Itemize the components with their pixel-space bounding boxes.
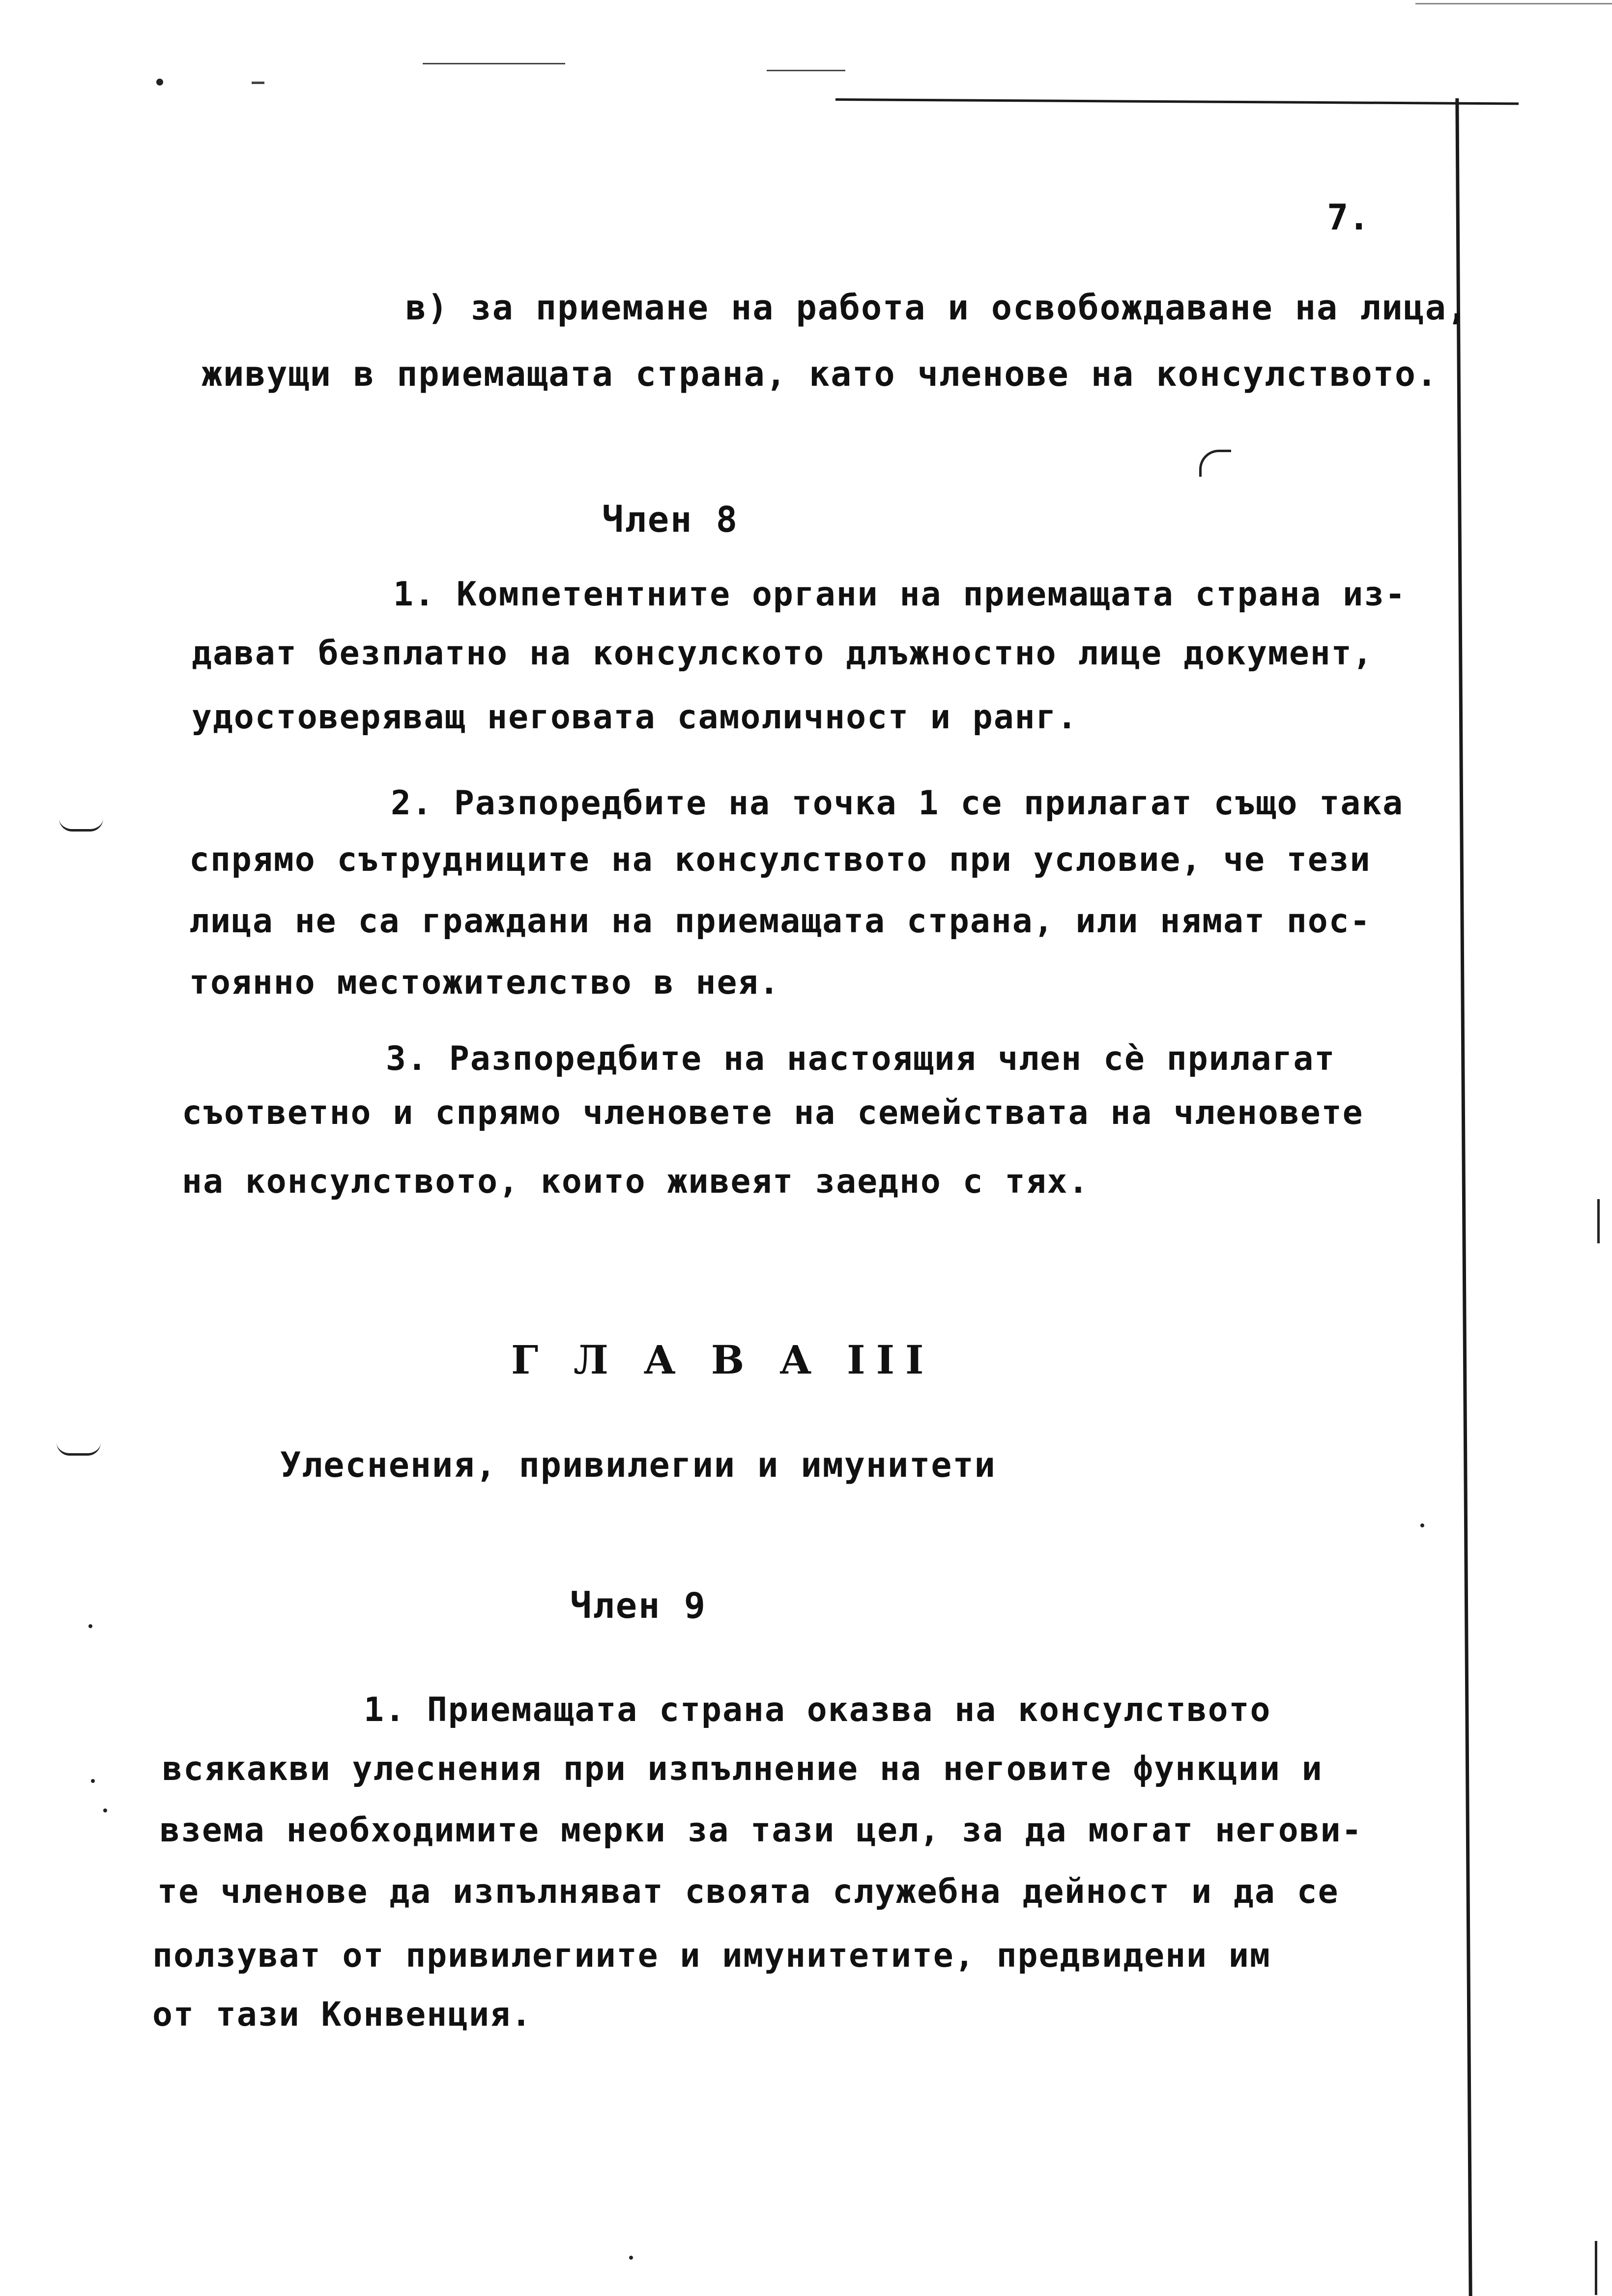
article-8-paragraph-line: удостоверяващ неговата самоличност и ранг.: [192, 698, 1078, 737]
intro-line: в) за приемане на работа и освобождаване на лица,: [405, 287, 1469, 328]
scan-artifact-line: [252, 82, 264, 84]
article-9-paragraph-line: 1. Приемащата страна оказва на консулството: [364, 1691, 1271, 1729]
scan-artifact-dot: [88, 1624, 92, 1628]
scan-artifact-dot: [629, 2256, 633, 2260]
article-8-paragraph-line: тоянно местожителство в нея.: [189, 963, 780, 1002]
article-9-paragraph-line: взема необходимите мерки за тази цел, за да могат негови-: [160, 1811, 1363, 1850]
article-8-paragraph-line: 1. Компетентните органи на приемащата страна из-: [393, 575, 1407, 614]
page-number: 7.: [1327, 197, 1370, 238]
chapter-title: Г Л А В А III: [511, 1337, 935, 1383]
chapter-subtitle: Улеснения, привилегии и имунитети: [280, 1445, 996, 1485]
scan-artifact-line: [767, 70, 845, 71]
article-9-paragraph-line: те членове да изпълняват своята служебна дейност и да се: [157, 1872, 1339, 1911]
scan-artifact-dot: [1420, 1523, 1424, 1527]
article-9-paragraph-line: от тази Конвенция.: [152, 1995, 532, 2034]
page-border-right: [1455, 98, 1472, 2296]
article-8-paragraph-line: дават безплатно на консулското длъжностно лице документ,: [192, 634, 1374, 673]
handwritten-mark: [59, 818, 103, 832]
article-8-paragraph-line: спрямо сътрудниците на консулството при условие, че тези: [189, 840, 1371, 879]
scan-artifact-dot: [91, 1779, 95, 1783]
scan-artifact-line: [1415, 3, 1612, 4]
article-8-paragraph-line: съответно и спрямо членовете на семействата на членовете: [182, 1093, 1364, 1132]
article-8-paragraph-line: лица не са граждани на приемащата страна, или нямат пос-: [189, 902, 1371, 941]
scan-artifact-dot: [156, 79, 163, 86]
article-9-paragraph-line: всякакви улеснения при изпълнение на неговите функции и: [162, 1750, 1323, 1788]
article-9-paragraph-line: ползуват от привилегиите и имунитетите, предвидени им: [152, 1936, 1271, 1975]
handwritten-mark: [1199, 450, 1231, 477]
scan-artifact-line: [423, 63, 565, 64]
article-9-heading: Член 9: [570, 1585, 707, 1626]
article-8-heading: Член 8: [602, 499, 739, 540]
article-8-paragraph-line: на консулството, които живеят заедно с тях.: [182, 1162, 1090, 1201]
handwritten-mark: [57, 1442, 101, 1456]
scan-artifact-dot: [103, 1808, 107, 1812]
page-border-top: [835, 98, 1519, 105]
article-8-paragraph-line: 3. Разпоредбите на настоящия член сѐ прилагат: [386, 1039, 1336, 1078]
margin-tick: [1597, 1199, 1600, 1243]
margin-tick: [1595, 2241, 1597, 2295]
intro-line: живущи в приемащата страна, като членове на консулството.: [202, 354, 1439, 394]
article-8-paragraph-line: 2. Разпоредбите на точка 1 се прилагат също така: [391, 784, 1404, 823]
